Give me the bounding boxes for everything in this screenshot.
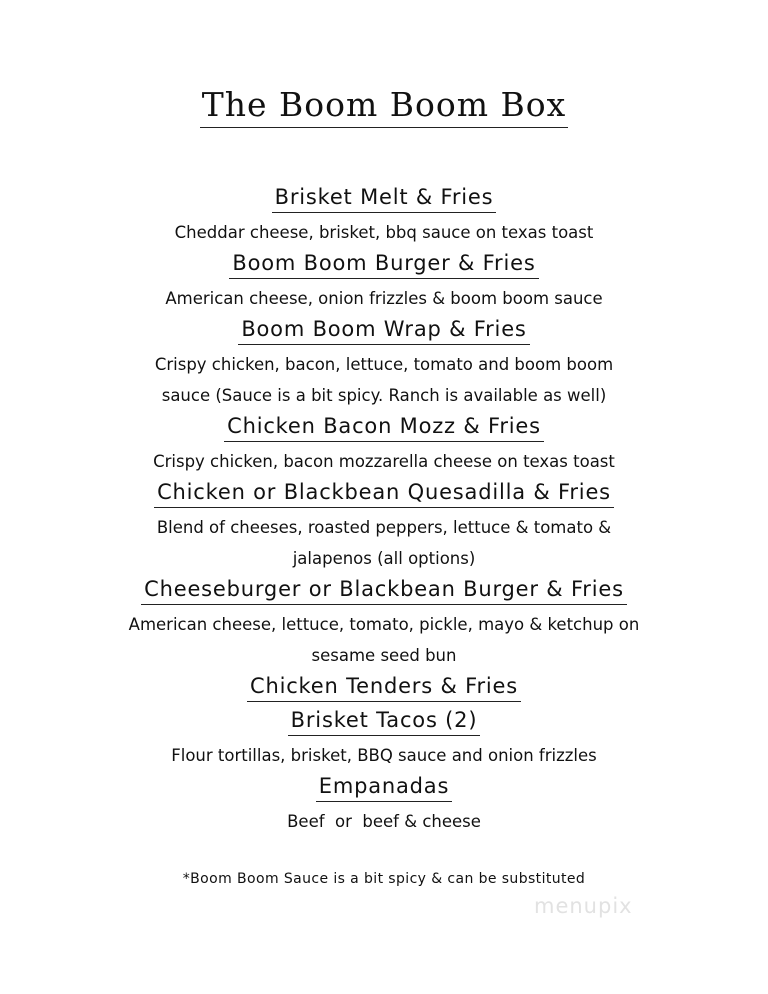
item-name: Empanadas [316, 772, 452, 802]
menu-item [0, 183, 768, 248]
menu-item [0, 249, 768, 314]
footnote: *Boom Boom Sauce is a bit spicy & can be substituted [182, 871, 586, 887]
item-description: Beef or beef & cheese [287, 812, 481, 831]
item-description: American cheese, lettuce, tomato, pickle, mayo & ketchup on sesame seed bun [128, 615, 640, 665]
watermark: menupix [534, 894, 633, 918]
menu-title-block [0, 84, 768, 128]
menu-item [0, 412, 768, 477]
page-title: The Boom Boom Box [200, 84, 569, 128]
item-name: Boom Boom Burger & Fries [229, 249, 538, 279]
item-name: Chicken Tenders & Fries [247, 672, 521, 702]
item-name: Chicken Bacon Mozz & Fries [224, 412, 544, 442]
menu-item [0, 315, 768, 411]
item-description: Cheddar cheese, brisket, bbq sauce on texas toast [174, 223, 594, 242]
menu-item [0, 575, 768, 671]
menu-item [0, 772, 768, 837]
item-name: Brisket Tacos (2) [288, 706, 481, 736]
item-name: Brisket Melt & Fries [272, 183, 497, 213]
menu-list [0, 183, 768, 838]
item-description: American cheese, onion frizzles & boom boom sauce [165, 289, 603, 308]
menu-item [0, 478, 768, 574]
item-name: Boom Boom Wrap & Fries [238, 315, 529, 345]
item-description: Blend of cheeses, roasted peppers, lettuce & tomato & jalapenos (all options) [156, 518, 612, 568]
item-name: Cheeseburger or Blackbean Burger & Fries [141, 575, 627, 605]
menu-item [0, 706, 768, 771]
item-description: Crispy chicken, bacon mozzarella cheese on texas toast [153, 452, 615, 471]
item-name: Chicken or Blackbean Quesadilla & Fries [154, 478, 614, 508]
item-description: Flour tortillas, brisket, BBQ sauce and onion frizzles [171, 746, 597, 765]
item-description: Crispy chicken, bacon, lettuce, tomato and boom boom sauce (Sauce is a bit spicy. Ranch is available as well) [154, 355, 614, 405]
menu-item [0, 672, 768, 706]
